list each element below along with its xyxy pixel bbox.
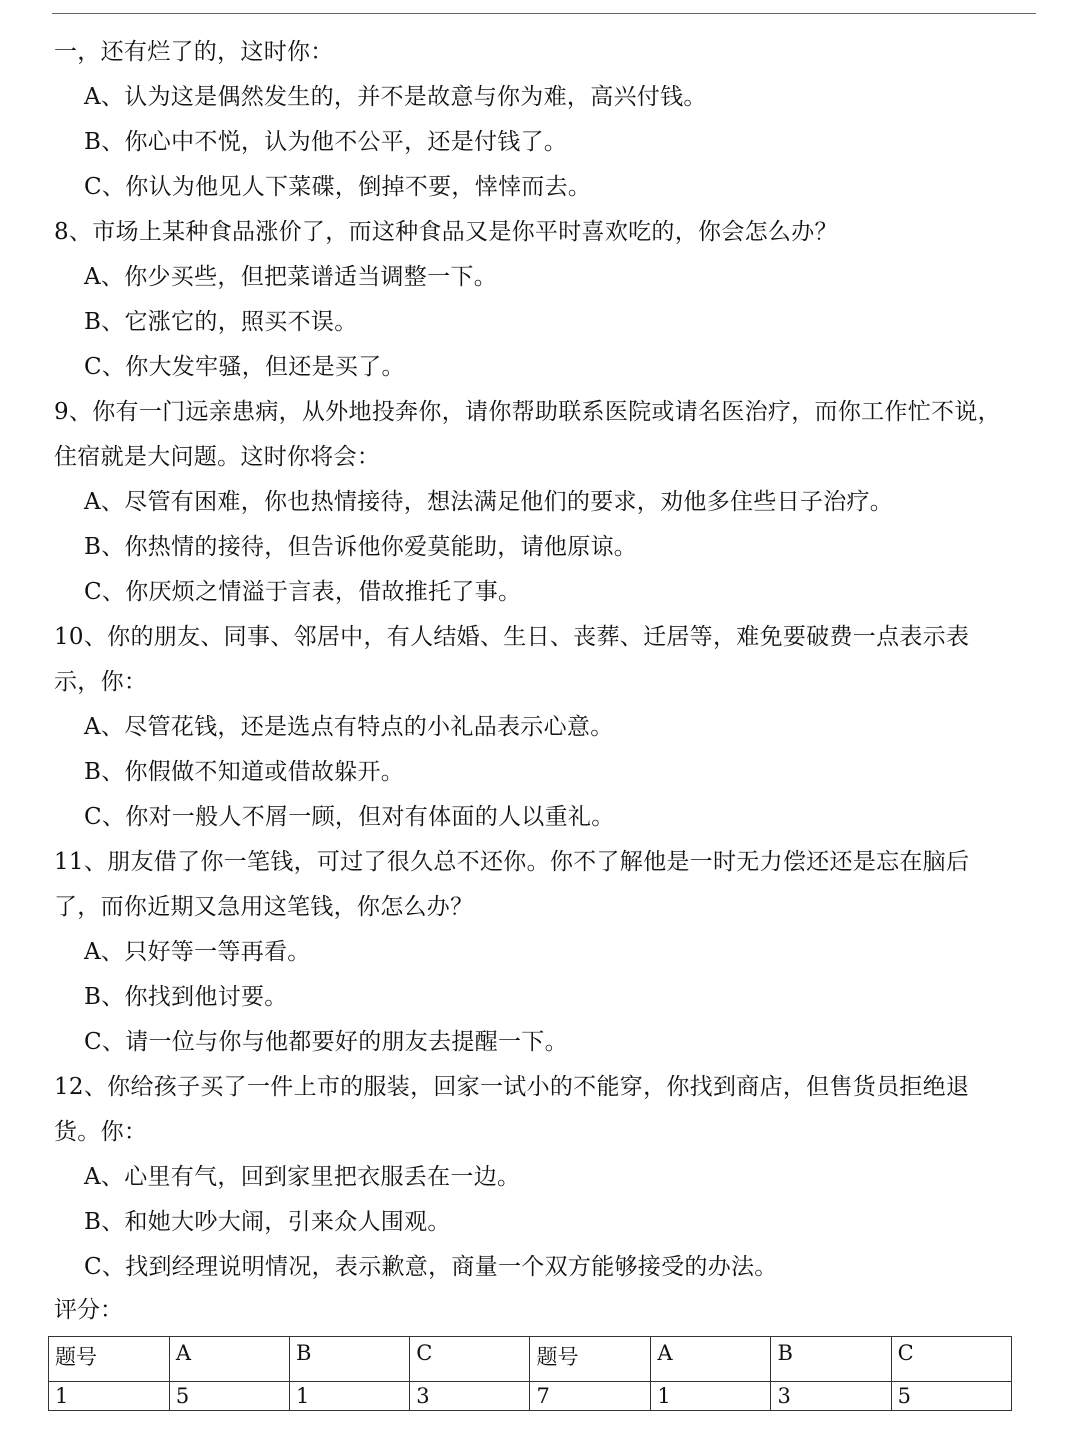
question-8-option-a: A、你少买些，但把菜谱适当调整一下。 xyxy=(84,264,498,290)
header-cell-a-2: A xyxy=(651,1337,771,1382)
question-10-stem-line-1: 10、你的朋友、同事、邻居中，有人结婚、生日、丧葬、迁居等，难免要破费一点表示表 xyxy=(54,624,970,650)
question-7-option-c: C、你认为他见人下菜碟，倒掉不要，悻悻而去。 xyxy=(84,174,592,200)
table-cell: 1 xyxy=(49,1382,170,1411)
question-12-stem-line-1: 12、你给孩子买了一件上市的服装，回家一试小的不能穿，你找到商店，但售货员拒绝退 xyxy=(54,1074,970,1100)
question-11-option-a: A、只好等一等再看。 xyxy=(84,939,311,965)
question-10-option-c: C、你对一般人不屑一顾，但对有体面的人以重礼。 xyxy=(84,804,615,830)
table-cell: 5 xyxy=(169,1382,289,1411)
header-cell-b: B xyxy=(290,1337,410,1382)
scoring-table xyxy=(48,1336,1012,1411)
header-cell-c: C xyxy=(410,1337,530,1382)
question-12-option-c: C、找到经理说明情况，表示歉意，商量一个双方能够接受的办法。 xyxy=(84,1254,778,1280)
header-cell-b-2: B xyxy=(771,1337,891,1382)
questionnaire-body xyxy=(54,30,1040,1330)
table-cell: 1 xyxy=(651,1382,771,1411)
question-12-option-b: B、和她大吵大闹，引来众人围观。 xyxy=(84,1209,451,1235)
scoring-label: 评分： xyxy=(54,1297,123,1323)
question-9-option-b: B、你热情的接待，但告诉他你爱莫能助，请他原谅。 xyxy=(84,534,638,560)
table-cell: 1 xyxy=(290,1382,410,1411)
question-11-option-c: C、请一位与你与他都要好的朋友去提醒一下。 xyxy=(84,1029,568,1055)
question-7-option-b: B、你心中不悦，认为他不公平，还是付钱了。 xyxy=(84,129,568,155)
header-cell-question-no: 题号 xyxy=(49,1337,170,1382)
question-9-stem-line-1: 9、你有一门远亲患病，从外地投奔你，请你帮助联系医院或请名医治疗，而你工作忙不说， xyxy=(54,399,1001,425)
header-cell-a: A xyxy=(169,1337,289,1382)
question-8-option-b: B、它涨它的，照买不误。 xyxy=(84,309,358,335)
table-cell: 3 xyxy=(410,1382,530,1411)
question-11-stem-line-1: 11、朋友借了你一笔钱，可过了很久总不还你。你不了解他是一时无力偿还还是忘在脑后 xyxy=(54,849,970,875)
question-7-option-a: A、认为这是偶然发生的，并不是故意与你为难，高兴付钱。 xyxy=(84,84,707,110)
question-9-option-c: C、你厌烦之情溢于言表，借故推托了事。 xyxy=(84,579,522,605)
table-cell: 3 xyxy=(771,1382,891,1411)
question-7-stem: 一，还有烂了的，这时你： xyxy=(54,39,334,65)
question-8-option-c: C、你大发牢骚，但还是买了。 xyxy=(84,354,405,380)
header-cell-question-no-2: 题号 xyxy=(530,1337,651,1382)
question-11-option-b: B、你找到他讨要。 xyxy=(84,984,288,1010)
question-10-option-b: B、你假做不知道或借故躲开。 xyxy=(84,759,405,785)
question-10-stem-line-2: 示，你： xyxy=(54,669,148,695)
question-9-stem-line-2: 住宿就是大问题。这时你将会： xyxy=(54,444,381,470)
top-rule xyxy=(52,13,1036,14)
question-12-option-a: A、心里有气，回到家里把衣服丢在一边。 xyxy=(84,1164,521,1190)
table-row xyxy=(49,1382,1012,1411)
scoring-table-header xyxy=(49,1337,1012,1382)
question-11-stem-line-2: 了，而你近期又急用这笔钱，你怎么办？ xyxy=(54,894,474,920)
table-cell: 7 xyxy=(530,1382,651,1411)
question-10-option-a: A、尽管花钱，还是选点有特点的小礼品表示心意。 xyxy=(84,714,614,740)
header-cell-c-2: C xyxy=(891,1337,1011,1382)
question-12-stem-line-2: 货。你： xyxy=(54,1119,148,1145)
table-cell: 5 xyxy=(891,1382,1011,1411)
question-8-stem: 8、市场上某种食品涨价了，而这种食品又是你平时喜欢吃的，你会怎么办？ xyxy=(54,219,838,245)
question-9-option-a: A、尽管有困难，你也热情接待，想法满足他们的要求，劝他多住些日子治疗。 xyxy=(84,489,894,515)
